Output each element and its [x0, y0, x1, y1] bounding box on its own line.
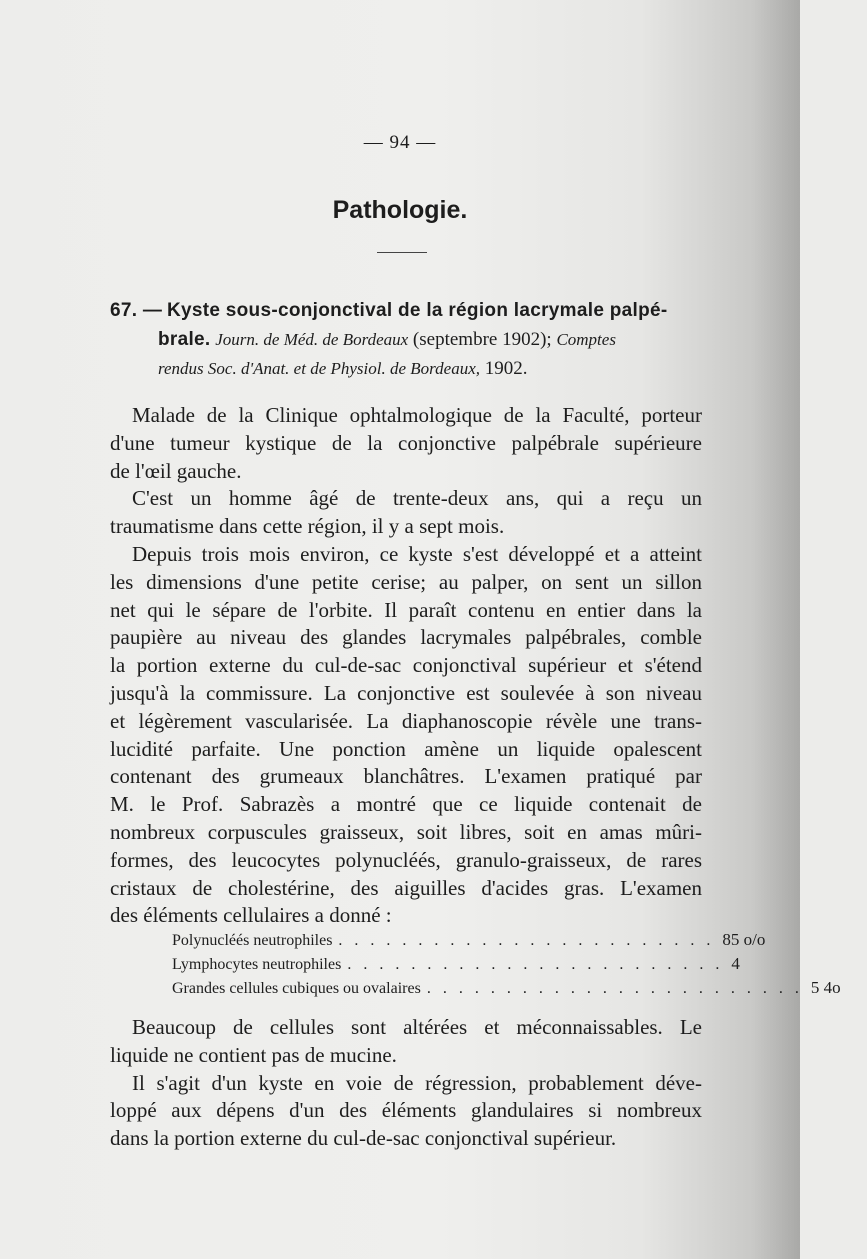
stat-label: Polynucléés neutrophiles — [172, 932, 333, 949]
paragraph-4 — [110, 1014, 702, 1070]
text-line: nombreux corpuscules graisseux, soit libres, soit en amas mûri- — [110, 819, 702, 844]
text-line: Beaucoup de cellules sont altérées et méconnaissables. Le — [132, 1015, 702, 1039]
body-text — [110, 402, 702, 930]
text-line: la portion externe du cul-de-sac conjonctival supérieur et s'étend — [110, 653, 702, 678]
paragraph-5 — [110, 1070, 702, 1153]
text-line: cristaux de cholestérine, des aiguilles d'acides gras. L'examen — [110, 875, 702, 900]
text-line: les dimensions d'une petite cerise; au palper, on sent un sillon — [110, 569, 702, 594]
title-rule — [377, 252, 427, 253]
reference-society: rendus Soc. d'Anat. et de Physiol. de Bordeaux, — [158, 359, 480, 378]
text-line: M. le Prof. Sabrazès a montré que ce liquide contenait de — [110, 792, 702, 817]
text-line: dans la portion externe du cul-de-sac conjonctival supérieur. — [110, 1126, 617, 1151]
paragraph-1 — [110, 402, 702, 485]
leader-dots: . . . . . . . . . . . . . . . . . . . . . . . . — [338, 932, 715, 949]
stat-value: 5 4o — [810, 978, 841, 997]
text-line: Il s'agit d'un kyste en voie de régression, probablement déve- — [132, 1070, 702, 1095]
reference-journal: Journ. de Méd. de Bordeaux — [215, 330, 409, 349]
table-row — [172, 952, 740, 976]
text-line: net qui le sépare de l'orbite. Il paraît contenu en entier dans la — [110, 597, 702, 622]
text-line: Malade de la Clinique ophtalmologique de la Faculté, porteur — [132, 403, 702, 427]
reference-number: 67. — — [110, 300, 163, 321]
reference-line-3 — [110, 354, 702, 383]
paragraph-3 — [110, 541, 702, 930]
leader-dots: . . . . . . . . . . . . . . . . . . . . . . . . — [426, 980, 803, 997]
reference-journal-date: (septembre 1902); — [408, 329, 557, 350]
reference-line-1 — [110, 296, 702, 325]
text-line: des éléments cellulaires a donné : — [110, 903, 392, 928]
text-line: et légèrement vascularisée. La diaphanoscopie révèle une trans- — [110, 708, 702, 733]
text-line: C'est un homme âgé de trente-deux ans, qui a reçu un — [132, 486, 702, 511]
reference-comptes: Comptes — [556, 330, 616, 349]
stat-label: Lymphocytes neutrophiles — [172, 956, 342, 973]
section-title: Pathologie. — [332, 196, 468, 224]
text-line: liquide ne contient pas de mucine. — [110, 1042, 397, 1067]
text-line: traumatisme dans cette région, il y a sept mois. — [110, 514, 505, 539]
reference-title: Kyste sous-conjonctival de la région lacrymale palpé- — [166, 300, 668, 321]
stat-value: 85 o/o — [722, 930, 766, 949]
table-row — [172, 928, 766, 952]
reference-title-end: brale. — [158, 329, 211, 350]
text-line: lucidité parfaite. Une ponction amène un liquide opalescent — [110, 736, 702, 761]
text-line: contenant des grumeaux blanchâtres. L'examen pratiqué par — [110, 764, 702, 789]
text-line: de l'œil gauche. — [110, 458, 242, 483]
table-row — [172, 976, 841, 1000]
page-number: — 94 — — [363, 132, 437, 153]
paragraph-2 — [110, 485, 702, 541]
reference-year: 1902. — [480, 358, 528, 379]
cell-count-table — [172, 928, 841, 1000]
stat-value: 4 — [731, 954, 740, 973]
body-text-continued — [110, 1014, 702, 1153]
text-line: paupière au niveau des glandes lacrymales palpébrales, comble — [110, 625, 702, 650]
leader-dots: . . . . . . . . . . . . . . . . . . . . . . . . — [347, 956, 724, 973]
text-line: d'une tumeur kystique de la conjonctive palpébrale supérieure — [110, 430, 702, 455]
bibliographic-reference — [110, 296, 702, 383]
reference-line-2 — [110, 325, 702, 354]
stat-label: Grandes cellules cubiques ou ovalaires — [172, 980, 421, 997]
text-line: formes, des leucocytes polynucléés, granulo-graisseux, de rares — [110, 847, 702, 872]
text-line: loppé aux dépens d'un des éléments glandulaires si nombreux — [110, 1098, 702, 1123]
text-line: Depuis trois mois environ, ce kyste s'est développé et a atteint — [132, 541, 702, 566]
text-line: jusqu'à la commissure. La conjonctive est soulevée à son niveau — [110, 680, 702, 705]
